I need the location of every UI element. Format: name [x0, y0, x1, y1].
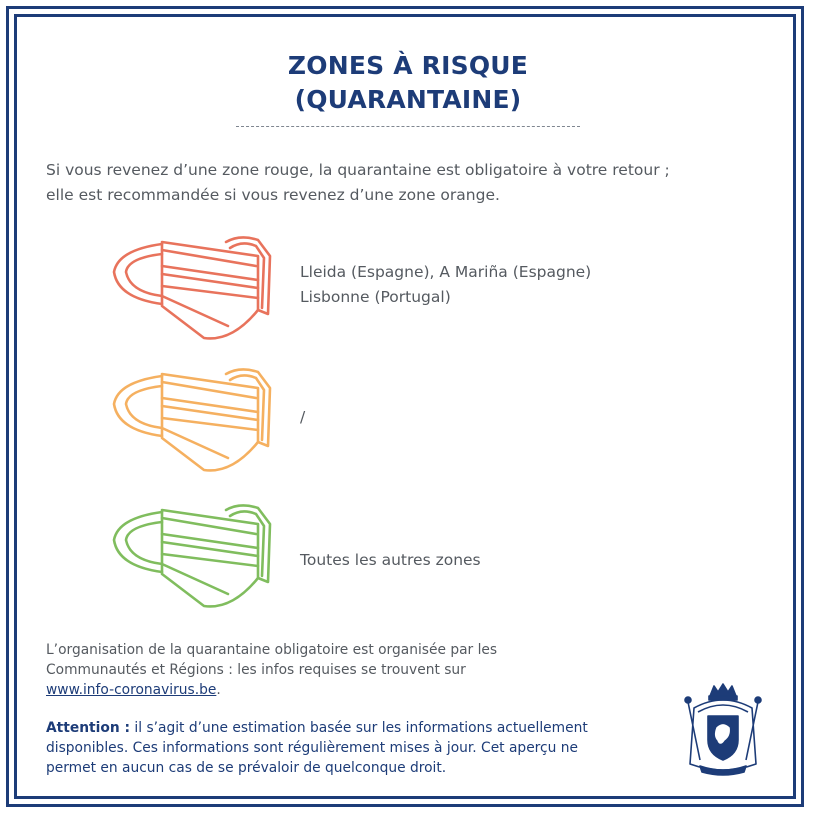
page-title-line1: ZONES À RISQUE	[287, 51, 529, 80]
footer-line3	[46, 680, 606, 700]
page-title-line2: (QUARANTAINE)	[294, 85, 522, 114]
attention-label: Attention :	[46, 720, 130, 736]
footer-line1: L’organisation de la quarantaine obligatoire est organisée par les	[46, 642, 498, 658]
attention-line1-text: il s’agit d’une estimation basée sur les informations actuellement	[130, 720, 588, 736]
green-zone-text	[300, 548, 481, 573]
footer-line2: Communautés et Régions : les infos requises se trouvent sur	[46, 662, 466, 678]
footer-text	[46, 640, 606, 700]
red-zone-text	[300, 260, 591, 310]
belgian-coat-of-arms-icon	[680, 680, 766, 776]
info-coronavirus-link[interactable]: www.info-coronavirus.be	[46, 682, 217, 698]
orange-zone-text	[300, 405, 305, 430]
red-zone-line2: Lisbonne (Portugal)	[300, 288, 451, 306]
green-mask-icon	[108, 500, 278, 620]
orange-mask-icon	[108, 364, 278, 484]
intro-text	[46, 158, 786, 208]
orange-zone-line1: /	[300, 408, 306, 426]
red-mask-icon	[108, 232, 278, 352]
attention-line2: disponibles. Ces informations sont régulièrement mises à jour. Cet aperçu ne	[46, 740, 578, 756]
intro-line2: elle est recommandée si vous revenez d’une zone orange.	[46, 186, 500, 204]
dashed-divider	[236, 126, 580, 127]
attention-line1	[46, 718, 686, 738]
green-zone-line1: Toutes les autres zones	[300, 551, 481, 569]
attention-line3: permet en aucun cas de se prévaloir de quelconque droit.	[46, 760, 447, 776]
intro-line1: Si vous revenez d’une zone rouge, la quarantaine est obligatoire à votre retour ;	[46, 161, 670, 179]
footer-link-suffix: .	[216, 682, 221, 698]
attention-notice	[46, 718, 686, 778]
red-zone-line1: Lleida (Espagne), A Mariña (Espagne)	[300, 263, 592, 281]
